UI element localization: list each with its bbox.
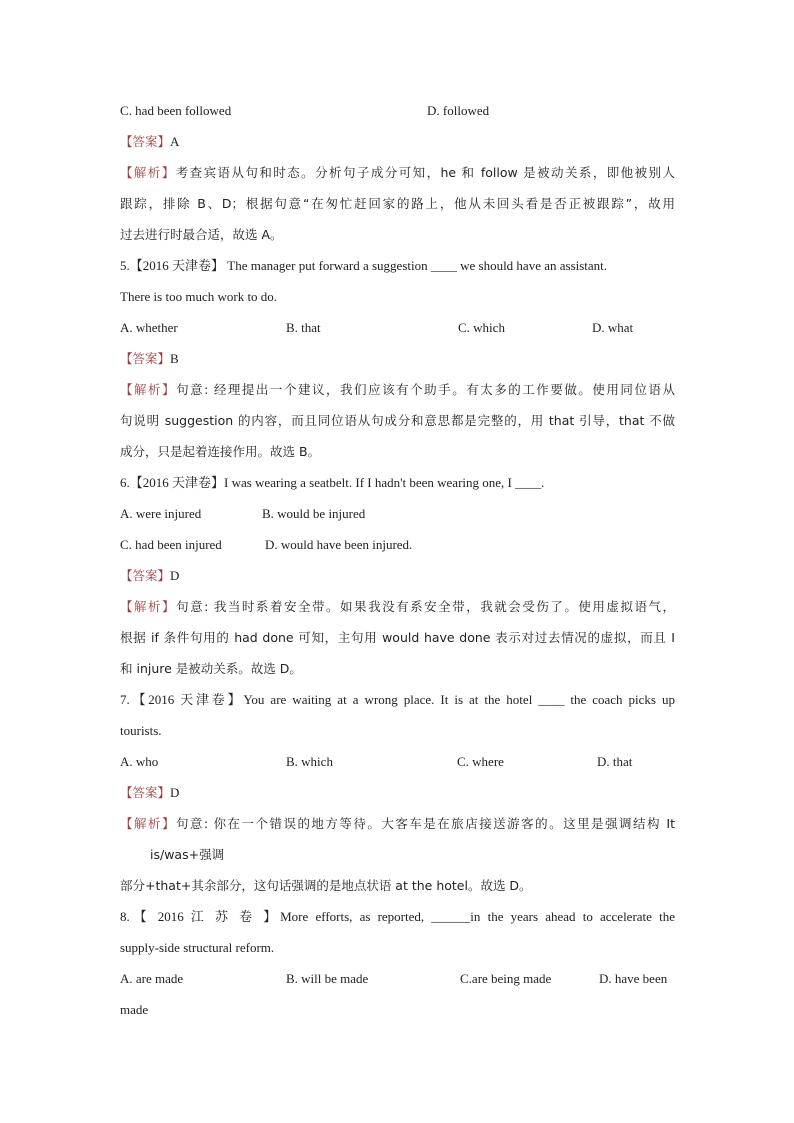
q7-option-d: D. that — [597, 754, 633, 769]
q8-option-d: D. have been — [599, 971, 668, 986]
answer-tag: 【答案】 — [120, 134, 171, 149]
q8-option-c: C.are being made — [460, 971, 552, 986]
q6-analysis-line-3: 和 injure 是被动关系。故选 D。 — [120, 661, 302, 676]
q8-options-row — [120, 966, 675, 997]
q7-stem-line-2: tourists. — [120, 723, 162, 738]
analysis-tag: 【解析】 — [120, 165, 176, 180]
answer-tag: 【答案】 — [120, 568, 171, 583]
q6-option-c: C. had been injured — [120, 537, 222, 552]
q4-analysis-line-3: 过去进行时最合适，故选 A。 — [120, 227, 283, 242]
q5-option-d: D. what — [592, 320, 634, 335]
answer-value: B — [170, 351, 179, 366]
q5-analysis-line-3: 成分，只是起着连接作用。故选 B。 — [120, 444, 321, 459]
q5-options-row — [120, 315, 675, 346]
answer-tag: 【答案】 — [120, 351, 171, 366]
q6-options-row-1 — [120, 501, 675, 532]
q5-option-a: A. whether — [120, 320, 178, 335]
q5-option-b: B. that — [286, 320, 321, 335]
answer-value: A — [170, 134, 180, 149]
q5-option-c: C. which — [458, 320, 505, 335]
q7-analysis-line-3: 部分+that+其余部分，这句话强调的是地点状语 at the hotel。故选 D。 — [120, 878, 532, 893]
q6-answer — [120, 563, 675, 594]
q4-options-row — [120, 98, 675, 129]
q4-option-d: D. followed — [427, 103, 490, 118]
q7-analysis-line-2: is/was+强调 — [150, 847, 225, 862]
answer-value: D — [170, 568, 180, 583]
q7-options-row — [120, 749, 675, 780]
q4-answer — [120, 129, 675, 160]
q5-analysis-line-1: 【解析】句意: 经理提出一个建议，我们应该有个助手。有太多的工作要做。使用同位语从 — [120, 382, 675, 397]
q7-analysis-line-1: 【解析】句意: 你在一个错误的地方等待。大客车是在旅店接送游客的。这里是强调结构 It — [120, 816, 675, 831]
q7-option-c: C. where — [457, 754, 504, 769]
analysis-tag: 【解析】 — [120, 382, 177, 397]
q7-option-a: A. who — [120, 754, 159, 769]
q6-options-row-2 — [120, 532, 675, 563]
q5-stem-line-2: There is too much work to do. — [120, 289, 278, 304]
q6-option-a: A. were injured — [120, 506, 202, 521]
answer-value: D — [170, 785, 180, 800]
q6-option-b: B. would be injured — [262, 506, 366, 521]
exam-page — [120, 98, 675, 1028]
analysis-tag: 【解析】 — [120, 599, 177, 614]
analysis-tag: 【解析】 — [120, 816, 176, 831]
q4-analysis-line-2: 跟踪，排除 B、D；根据句意“在匆忙赶回家的路上，他从未回头看是否正被跟踪”，故用 — [120, 196, 675, 211]
q7-stem-line-1: 7.【2016 天津卷】You are waiting at a wrong place. It is at the hotel ____ the coach picks up — [120, 692, 675, 707]
q5-stem-line-1: 5.【2016 天津卷】 The manager put forward a suggestion ____ we should have an assistant. — [120, 258, 608, 273]
q8-stem-line-1: 8.【 2016 江 苏 卷 】More efforts, as reported, ______in the years ahead to accelerate the — [120, 909, 675, 924]
q7-option-b: B. which — [286, 754, 333, 769]
q8-option-d-continued: made — [120, 1002, 149, 1017]
q5-answer — [120, 346, 675, 377]
q6-stem-line-1: 6.【2016 天津卷】I was wearing a seatbelt. If I hadn't been wearing one, I ____. — [120, 475, 545, 490]
answer-tag: 【答案】 — [120, 785, 171, 800]
q6-option-d: D. would have been injured. — [265, 537, 413, 552]
q8-stem-line-2: supply-side structural reform. — [120, 940, 275, 955]
q8-option-b: B. will be made — [286, 971, 369, 986]
q8-option-a: A. are made — [120, 971, 184, 986]
q6-analysis-line-1: 【解析】句意: 我当时系着安全带。如果我没有系安全带，我就会受伤了。使用虚拟语气， — [120, 599, 675, 614]
q6-analysis-line-2: 根据 if 条件句用的 had done 可知，主句用 would have done 表示对过去情况的虚拟，而且 I — [120, 630, 675, 645]
q7-answer — [120, 780, 675, 811]
q4-option-c: C. had been followed — [120, 103, 232, 118]
q4-analysis-line-1: 【解析】考查宾语从句和时态。分析句子成分可知，he 和 follow 是被动关系，即他被别人 — [120, 165, 675, 180]
q5-analysis-line-2: 句说明 suggestion 的内容，而且同位语从句成分和意思都是完整的，用 that 引导，that 不做 — [120, 413, 675, 428]
